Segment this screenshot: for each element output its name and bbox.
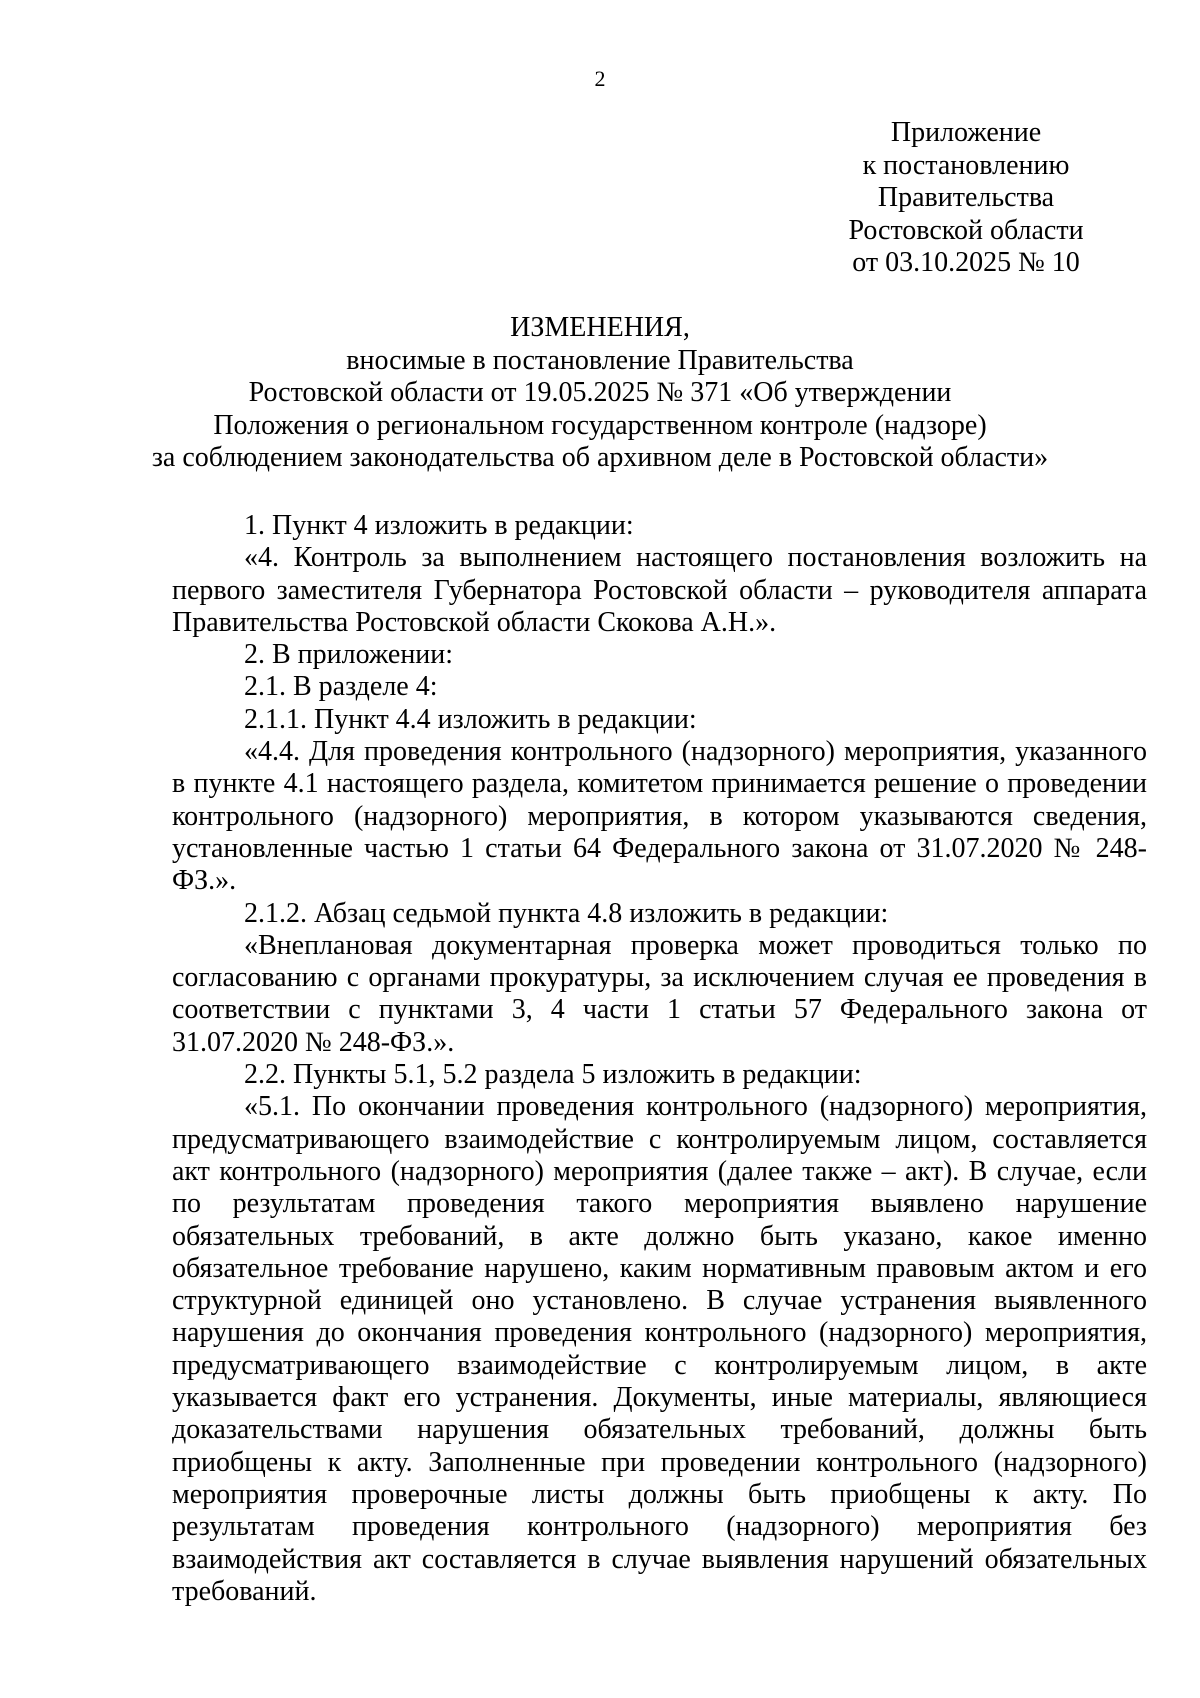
document-title — [0, 312, 1200, 475]
appendix-block — [816, 117, 1116, 280]
appendix-line: Приложение — [890, 117, 1042, 148]
page-number: 2 — [594, 66, 606, 91]
appendix-line: от 03.10.2025 № 10 — [852, 247, 1080, 278]
paragraph: 1. Пункт 4 изложить в редакции: — [244, 510, 634, 541]
appendix-line: к постановлению — [862, 149, 1070, 181]
paragraph: «4. Контроль за выполнением настоящего постановления возложить на первого заместителя Губернатора Ростовской области – руководителя аппарата Правительства Ростовской области Скокова А.Н.». — [172, 542, 1147, 638]
paragraph: 2.1.1. Пункт 4.4 изложить в редакции: — [244, 703, 697, 735]
paragraph: 2.1.2. Абзац седьмой пункта 4.8 изложить в редакции: — [244, 897, 889, 929]
title-line: за соблюдением законодательства об архивном деле в Ростовской области» — [151, 442, 1049, 473]
paragraph: «Внеплановая документарная проверка может проводиться только по согласованию с органами прокуратуры, за исключением случая ее проведения в соответствии с пунктами 3, 4 части 1 статьи 57 Федерального закона от 31.07.2020 № 248-ФЗ.». — [172, 929, 1147, 1058]
paragraph: 2. В приложении: — [244, 639, 454, 671]
title-line: вносимые в постановление Правительства — [346, 344, 854, 376]
appendix-line: Правительства — [877, 182, 1055, 213]
title-line: Положения о региональном государственном контроле (надзоре) — [213, 409, 987, 441]
paragraph: «4.4. Для проведения контрольного (надзорного) мероприятия, указанного в пункте 4.1 настоящего раздела, комитетом принимается решение о проведении контрольного (надзорного) мероприятия, в котором указываются сведения, установленные частью 1 статьи 64 Федерального закона от 31.07.2020 № 248-ФЗ.». — [172, 736, 1147, 897]
title-line: Ростовской области от 19.05.2025 № 371 «Об утверждении — [248, 377, 952, 408]
paragraph: 2.2. Пункты 5.1, 5.2 раздела 5 изложить в редакции: — [244, 1059, 862, 1091]
paragraph: 2.1. В разделе 4: — [244, 671, 438, 703]
title-heading: ИЗМЕНЕНИЯ, — [510, 312, 690, 343]
appendix-line: Ростовской области — [848, 214, 1084, 246]
paragraph: «5.1. По окончании проведения контрольного (надзорного) мероприятия, предусматривающего взаимодействие с контролируемым лицом, составляется акт контрольного (надзорного) мероприятия (далее также – акт). В случае, если по результатам проведения такого мероприятия выявлено нарушение обязательных требований, в акте должно быть указано, какое именно обязательное требование нарушено, каким нормативным правовым актом и его структурной единицей оно установлено. В случае устранения выявленного нарушения до окончания проведения контрольного (надзорного) мероприятия, предусматривающего взаимодействие с контролируемым лицом, в акте указывается факт его устранения. Документы, иные материалы, являющиеся доказательствами нарушения обязательных требований, должны быть приобщены к акту. Заполненные при проведении контрольного (надзорного) мероприятия проверочные листы должны быть приобщены к акту. По результатам проведения контрольного (надзорного) мероприятия без взаимодействия акт составляется в случае выявления нарушений обязательных требований. — [172, 1091, 1147, 1607]
document-body — [172, 510, 1147, 1608]
